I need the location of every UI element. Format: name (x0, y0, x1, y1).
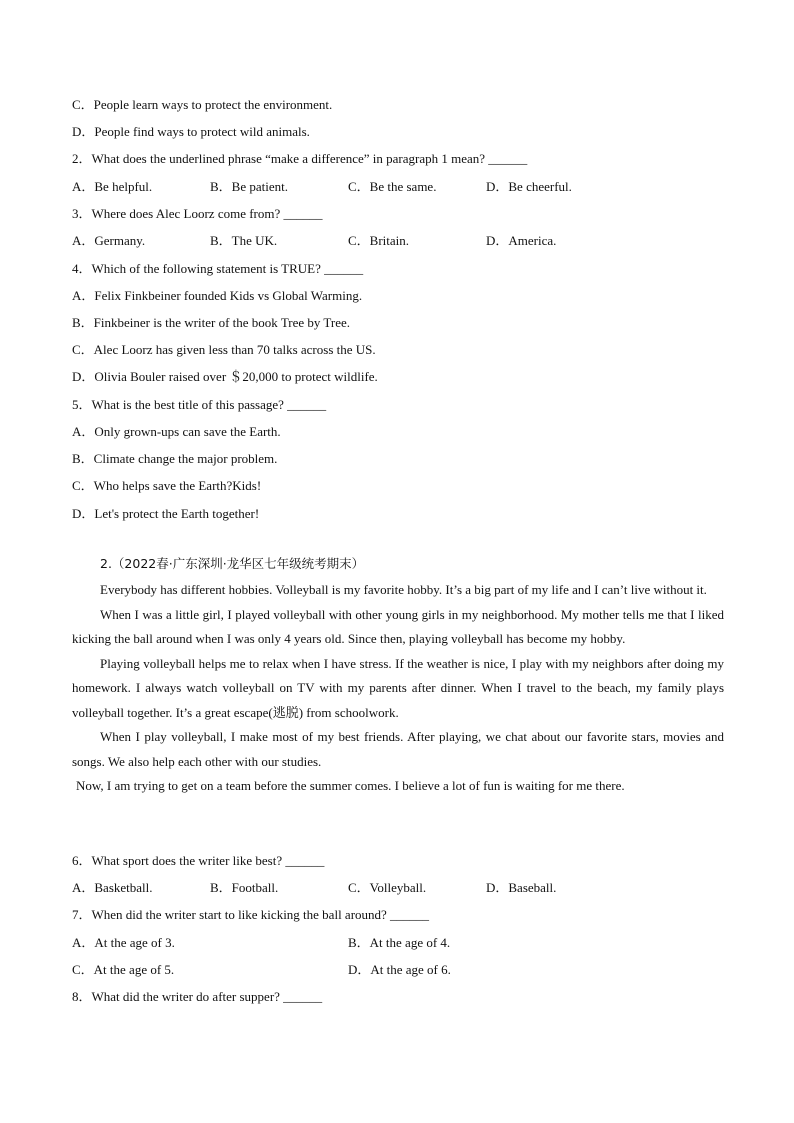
passage-paragraph: When I play volleyball, I make most of my best friends. After playing, we chat about our favorite stars, movies and songs. We also help each other with our studies. (72, 729, 724, 769)
passage-paragraph: Everybody has different hobbies. Volleyball is my favorite hobby. It’s a big part of my life and I can’t live without it. (100, 582, 707, 597)
q6-question: 6．What sport does the writer like best? ______ (72, 853, 325, 868)
q7-question: 7．When did the writer start to like kicking the ball around? ______ (72, 907, 430, 922)
q4-option-a: A．Felix Finkbeiner founded Kids vs Global Warming. (72, 288, 363, 303)
passage-paragraph: When I was a little girl, I played volleyball with other young girls in my neighborhood. My mother tells me that I liked kicking the ball around when I was only 4 years old. Since then, playing volleyball has become my hobby. (72, 606, 724, 646)
q5-option-b: B．Climate change the major problem. (72, 451, 278, 466)
q7-option-b: B．At the age of 4. (348, 935, 451, 950)
q6-option-b: B．Football. (210, 880, 279, 895)
q7-options-row2 (72, 962, 732, 978)
q6-options (72, 880, 732, 896)
q2-option-b: B．Be patient. (210, 179, 288, 194)
passage-source: 2.（2022春·广东深圳·龙华区七年级统考期末） (100, 556, 365, 571)
q2-options (72, 179, 732, 195)
q3-question: 3．Where does Alec Loorz come from? ______ (72, 206, 323, 221)
q5-option-c: C．Who helps save the Earth?Kids! (72, 478, 262, 493)
q2-option-d: D．Be cheerful. (486, 179, 572, 194)
q3-option-a: A．Germany. (72, 233, 146, 248)
q5-option-d: D．Let's protect the Earth together! (72, 506, 260, 521)
q1-option-d: D．People find ways to protect wild animals. (72, 124, 310, 139)
q6-option-c: C．Volleyball. (348, 880, 427, 895)
q8-question: 8．What did the writer do after supper? ______ (72, 989, 323, 1004)
q2-option-a: A．Be helpful. (72, 179, 153, 194)
q6-option-a: A．Basketball. (72, 880, 153, 895)
passage-body (72, 578, 724, 799)
q1-option-c: C．People learn ways to protect the environment. (72, 97, 333, 112)
passage-paragraph-last: Now, I am trying to get on a team before the summer comes. I believe a lot of fun is waiting for me there. (76, 778, 625, 793)
q3-option-b: B．The UK. (210, 233, 278, 248)
q2-question: 2．What does the underlined phrase “make a difference” in paragraph 1 mean? ______ (72, 151, 528, 166)
q4-option-d: D．Olivia Bouler raised over ＄20,000 to protect wildlife. (72, 369, 378, 384)
q4-question: 4．Which of the following statement is TRUE? ______ (72, 261, 364, 276)
q7-option-a: A．At the age of 3. (72, 935, 175, 950)
passage-paragraph: Playing volleyball helps me to relax when I have stress. If the weather is nice, I play with my neighbors after doing my homework. I always watch volleyball on TV with my parents after dinner. When I travel to the beach, my family plays volleyball together. It’s a great escape(逃脱) from schoolwork. (72, 655, 724, 720)
q3-options (72, 233, 732, 249)
q5-option-a: A．Only grown-ups can save the Earth. (72, 424, 281, 439)
q4-option-c: C．Alec Loorz has given less than 70 talks across the US. (72, 342, 376, 357)
q7-option-d: D．At the age of 6. (348, 962, 451, 977)
q3-option-d: D．America. (486, 233, 557, 248)
q4-option-b: B．Finkbeiner is the writer of the book Tree by Tree. (72, 315, 351, 330)
q6-option-d: D．Baseball. (486, 880, 557, 895)
q5-question: 5．What is the best title of this passage? ______ (72, 397, 327, 412)
q2-option-c: C．Be the same. (348, 179, 437, 194)
q7-options-row1 (72, 935, 732, 951)
q3-option-c: C．Britain. (348, 233, 410, 248)
q7-option-c: C．At the age of 5. (72, 962, 175, 977)
